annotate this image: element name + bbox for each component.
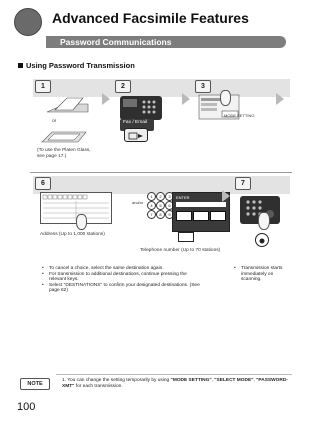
list-item: • Select "DESTINATIONS" to confirm your designated destinations. (See page 62) <box>42 283 202 294</box>
platen-glass-note: (To use the Platen Glass, see page 17.) <box>37 148 91 159</box>
page-number: 100 <box>17 401 36 413</box>
arrow-icon <box>182 93 190 105</box>
note-label: NOTE <box>20 378 50 390</box>
fax-features-icon <box>14 8 42 36</box>
section-divider <box>30 172 292 173</box>
step-number-2: 2 <box>115 80 131 93</box>
note-text: 1. You can change the setting temporarily by using "MODE SETTING", "SELECT MODE", "PASSWORD-XMT" for each transmission. <box>62 378 288 390</box>
page-subtitle: Password Communications <box>60 37 172 47</box>
numeric-keypad <box>147 192 175 222</box>
list-item: • Transmission starts immediately on scanning. <box>234 266 292 283</box>
step-number-7: 7 <box>235 177 251 190</box>
arrow-icon <box>276 93 284 105</box>
note-divider <box>56 374 292 375</box>
or-label: or <box>52 119 57 124</box>
platen-glass-illustration <box>40 126 88 144</box>
keypad-key[interactable]: 5 <box>156 201 165 210</box>
keypad-key[interactable]: 4 <box>147 201 156 210</box>
step-number-3: 3 <box>195 80 211 93</box>
screen-title: ENTER <box>176 195 190 200</box>
screen-button[interactable] <box>210 211 226 221</box>
list-item: • For transmission to additional destinations, continue pressing the relevant keys. <box>42 272 202 283</box>
pointing-finger-icon <box>76 214 87 230</box>
document-feeder-illustration <box>45 94 90 114</box>
pointing-finger-icon <box>220 90 231 106</box>
mode-setting-key-label: MODE SETTING <box>224 113 255 118</box>
step-number-6: 6 <box>35 177 51 190</box>
keypad-key[interactable]: 9 <box>165 210 174 219</box>
list-item: • To cancel a choice, select the same destination again. <box>42 266 202 272</box>
subtitle-bar <box>46 36 286 48</box>
page-title: Advanced Facsimile Features <box>52 10 249 26</box>
keypad-key[interactable]: 8 <box>156 210 165 219</box>
and-or-label: and/or <box>132 200 144 205</box>
arrow-icon <box>222 190 230 202</box>
address-caption: Address (Up to 1,000 stations) <box>40 232 105 237</box>
screen-button[interactable] <box>176 211 192 221</box>
step7-notes-list <box>234 266 292 283</box>
step6-notes-list <box>42 266 202 294</box>
confirm-button[interactable] <box>178 232 194 242</box>
control-panel-illustration <box>120 96 162 120</box>
screen-button[interactable] <box>193 211 209 221</box>
start-button-icon[interactable] <box>255 233 269 247</box>
keypad-key[interactable]: 7 <box>147 210 156 219</box>
fax-email-button-icon <box>124 128 148 142</box>
keypad-key[interactable]: 6 <box>165 201 174 210</box>
square-bullet-icon <box>18 63 23 68</box>
keypad-key[interactable]: 2 <box>156 192 165 201</box>
arrow-icon <box>102 93 110 105</box>
telephone-caption: Telephone number (Up to 70 stations) <box>140 248 221 253</box>
step-number-1: 1 <box>35 80 51 93</box>
number-field <box>176 202 226 207</box>
pointing-finger-icon <box>258 212 270 230</box>
section-title: Using Password Transmission <box>18 61 135 70</box>
fax-email-key-label: Fax / Email <box>123 120 147 125</box>
keypad-key[interactable]: 1 <box>147 192 156 201</box>
keypad-key[interactable]: 3 <box>165 192 174 201</box>
